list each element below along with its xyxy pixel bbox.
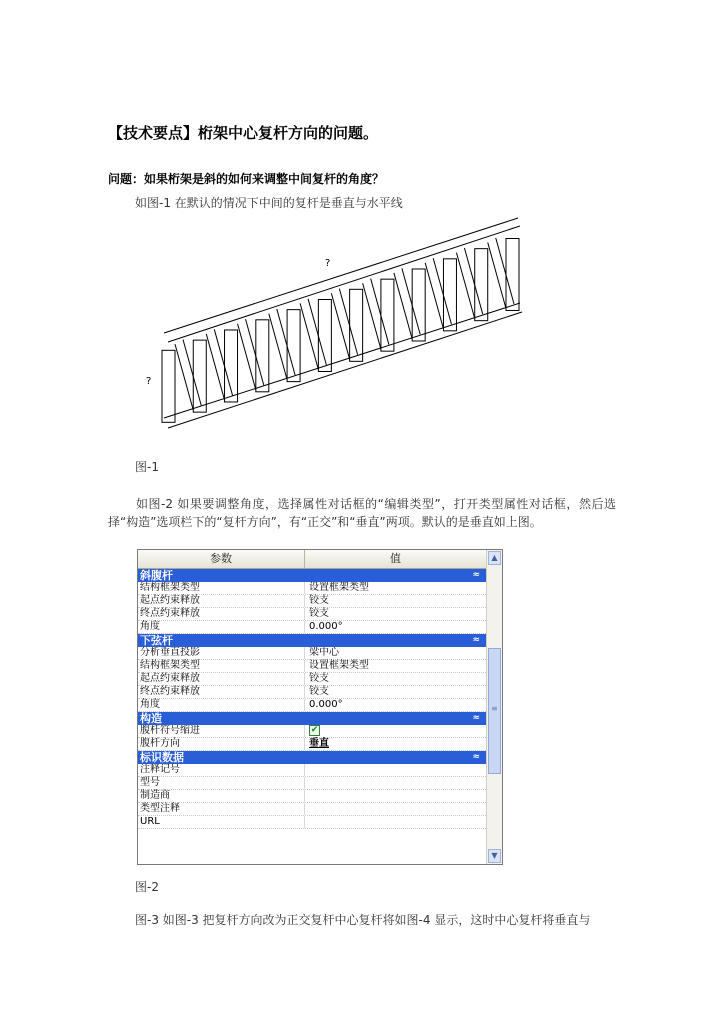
checkbox-checked-icon[interactable]: ✔ bbox=[310, 725, 319, 735]
property-name: 终点约束释放 bbox=[138, 608, 305, 620]
diagonal-member bbox=[488, 242, 506, 308]
property-value[interactable] bbox=[305, 686, 486, 698]
property-row[interactable] bbox=[138, 673, 486, 686]
property-name: 终点约束释放 bbox=[138, 686, 305, 698]
property-name: URL bbox=[138, 816, 305, 828]
diagonal-member bbox=[363, 283, 381, 349]
property-value-text: 铰支 bbox=[309, 686, 329, 697]
bottom-chord-line bbox=[164, 303, 520, 418]
article-title: 【技术要点】桁架中心复杆方向的问题。 bbox=[108, 124, 379, 142]
property-row[interactable] bbox=[138, 686, 486, 699]
property-name: 分析垂直投影 bbox=[138, 647, 305, 659]
property-value-text: 设置框架类型 bbox=[309, 582, 369, 593]
property-row[interactable] bbox=[138, 738, 486, 751]
group-title: 标识数据 bbox=[140, 751, 184, 764]
property-row[interactable] bbox=[138, 803, 486, 816]
property-name: 角度 bbox=[138, 699, 305, 711]
property-row[interactable] bbox=[138, 816, 486, 829]
diagonal-member bbox=[308, 299, 326, 365]
diagonal-member bbox=[331, 293, 349, 359]
paragraph-3: 图-3 如图-3 把复杆方向改为正交复杆中心复杆将如图-4 显示，这时中心复杆将垂直与 bbox=[135, 913, 591, 927]
diagonal-member bbox=[371, 278, 389, 344]
property-value[interactable] bbox=[305, 660, 486, 672]
question-mark: ? bbox=[325, 258, 331, 269]
diagonal-member bbox=[394, 273, 412, 339]
figure-1-caption: 图-1 bbox=[135, 460, 159, 474]
collapse-icon[interactable]: ≈ bbox=[472, 635, 480, 645]
property-value-text: 铰支 bbox=[309, 608, 329, 619]
property-value[interactable] bbox=[305, 673, 486, 685]
property-rows bbox=[138, 569, 486, 829]
property-value[interactable] bbox=[305, 647, 486, 659]
property-value-text: 梁中心 bbox=[309, 647, 339, 658]
property-row[interactable] bbox=[138, 647, 486, 660]
property-value-text: 铰支 bbox=[309, 595, 329, 606]
diagonal-member bbox=[464, 248, 482, 314]
property-row[interactable] bbox=[138, 699, 486, 712]
table-header bbox=[138, 550, 486, 569]
property-value[interactable] bbox=[305, 803, 486, 815]
diagonal-member bbox=[214, 329, 232, 395]
property-name: 起点约束释放 bbox=[138, 673, 305, 685]
property-value[interactable] bbox=[305, 699, 486, 711]
property-name: 角度 bbox=[138, 621, 305, 633]
property-value[interactable] bbox=[305, 816, 486, 828]
property-name: 起点约束释放 bbox=[138, 595, 305, 607]
property-name: 腹杆符号缩进 bbox=[138, 725, 305, 737]
property-name: 制造商 bbox=[138, 790, 305, 802]
group-title: 斜腹杆 bbox=[140, 569, 173, 582]
grip-icon: ≡ bbox=[491, 704, 498, 713]
collapse-icon[interactable]: ≈ bbox=[472, 713, 480, 723]
diagonal-member bbox=[496, 238, 514, 304]
property-name: 结构框架类型 bbox=[138, 660, 305, 672]
property-value[interactable] bbox=[305, 595, 486, 607]
property-row[interactable] bbox=[138, 725, 486, 738]
property-name: 类型注释 bbox=[138, 803, 305, 815]
property-row[interactable] bbox=[138, 790, 486, 803]
property-value-text: 铰支 bbox=[309, 673, 329, 684]
property-value-text: 设置框架类型 bbox=[309, 660, 369, 671]
property-name: 注释记号 bbox=[138, 764, 305, 776]
group-title: 构造 bbox=[140, 712, 162, 725]
bottom-chord-line bbox=[168, 312, 522, 428]
property-name: 型号 bbox=[138, 777, 305, 789]
scrollbar-thumb[interactable] bbox=[488, 648, 501, 774]
property-value[interactable] bbox=[305, 582, 486, 594]
property-row[interactable] bbox=[138, 660, 486, 673]
top-chord-line bbox=[168, 226, 520, 342]
property-value-text: 0.000° bbox=[309, 699, 343, 710]
diagonal-member bbox=[339, 289, 357, 355]
param-column-header[interactable]: 参数 bbox=[138, 550, 305, 568]
group-header[interactable] bbox=[138, 569, 486, 582]
figure-2-caption: 图-2 bbox=[135, 880, 159, 894]
truss-figure bbox=[146, 212, 530, 434]
vertical-member bbox=[162, 350, 175, 422]
property-row[interactable] bbox=[138, 595, 486, 608]
group-header[interactable] bbox=[138, 634, 486, 647]
property-value[interactable] bbox=[305, 621, 486, 633]
property-value[interactable] bbox=[305, 608, 486, 620]
property-value-text: 0.000° bbox=[309, 621, 343, 632]
property-name: 结构框架类型 bbox=[138, 582, 305, 594]
paragraph-2: 如图-2 如果要调整角度，选择属性对话框的“编辑类型”，打开类型属性对话框，然后选择“构造”选项栏下的“复杆方向”，有“正交”和“垂直”两项。默认的是垂直如上图。 bbox=[108, 497, 616, 529]
diagonal-member bbox=[277, 309, 295, 375]
group-header[interactable] bbox=[138, 712, 486, 725]
group-title: 下弦杆 bbox=[140, 634, 173, 647]
diagonal-member bbox=[402, 268, 420, 334]
diagonal-member bbox=[269, 314, 287, 380]
diagonal-member bbox=[300, 303, 318, 369]
type-properties-dialog bbox=[137, 549, 503, 865]
diagonal-member bbox=[433, 258, 451, 324]
diagonal-member bbox=[238, 324, 256, 390]
question-mark: ? bbox=[146, 376, 152, 387]
property-value[interactable] bbox=[305, 764, 486, 776]
property-name: 腹杆方向 bbox=[138, 738, 305, 750]
top-chord-line bbox=[164, 218, 518, 333]
group-header[interactable] bbox=[138, 751, 486, 764]
scroll-down-icon[interactable]: ▼ bbox=[488, 849, 501, 863]
property-value[interactable] bbox=[305, 725, 486, 737]
question-heading: 问题：如果桁架是斜的如何来调整中间复杆的角度？ bbox=[108, 172, 385, 186]
property-row[interactable] bbox=[138, 764, 486, 777]
property-value[interactable] bbox=[305, 790, 486, 802]
collapse-icon[interactable]: ≈ bbox=[472, 570, 480, 580]
diagonal-member bbox=[206, 334, 224, 400]
collapse-icon[interactable]: ≈ bbox=[472, 752, 480, 762]
diagonal-member bbox=[425, 263, 443, 329]
property-row[interactable] bbox=[138, 777, 486, 790]
diagonal-member bbox=[183, 339, 201, 405]
scroll-up-icon[interactable]: ▲ bbox=[488, 551, 501, 565]
property-row[interactable] bbox=[138, 582, 486, 595]
property-value[interactable] bbox=[305, 777, 486, 789]
vertical-scrollbar[interactable] bbox=[486, 550, 502, 864]
paragraph-1: 如图-1 在默认的情况下中间的复杆是垂直与水平线 bbox=[135, 196, 403, 210]
property-row[interactable] bbox=[138, 608, 486, 621]
property-row[interactable] bbox=[138, 621, 486, 634]
diagonal-member bbox=[456, 253, 474, 319]
property-value-text: 垂直 bbox=[309, 738, 329, 749]
diagonal-member bbox=[246, 319, 264, 385]
value-column-header[interactable]: 值 bbox=[390, 552, 401, 565]
property-value[interactable] bbox=[305, 738, 486, 750]
diagonal-member bbox=[175, 344, 193, 410]
